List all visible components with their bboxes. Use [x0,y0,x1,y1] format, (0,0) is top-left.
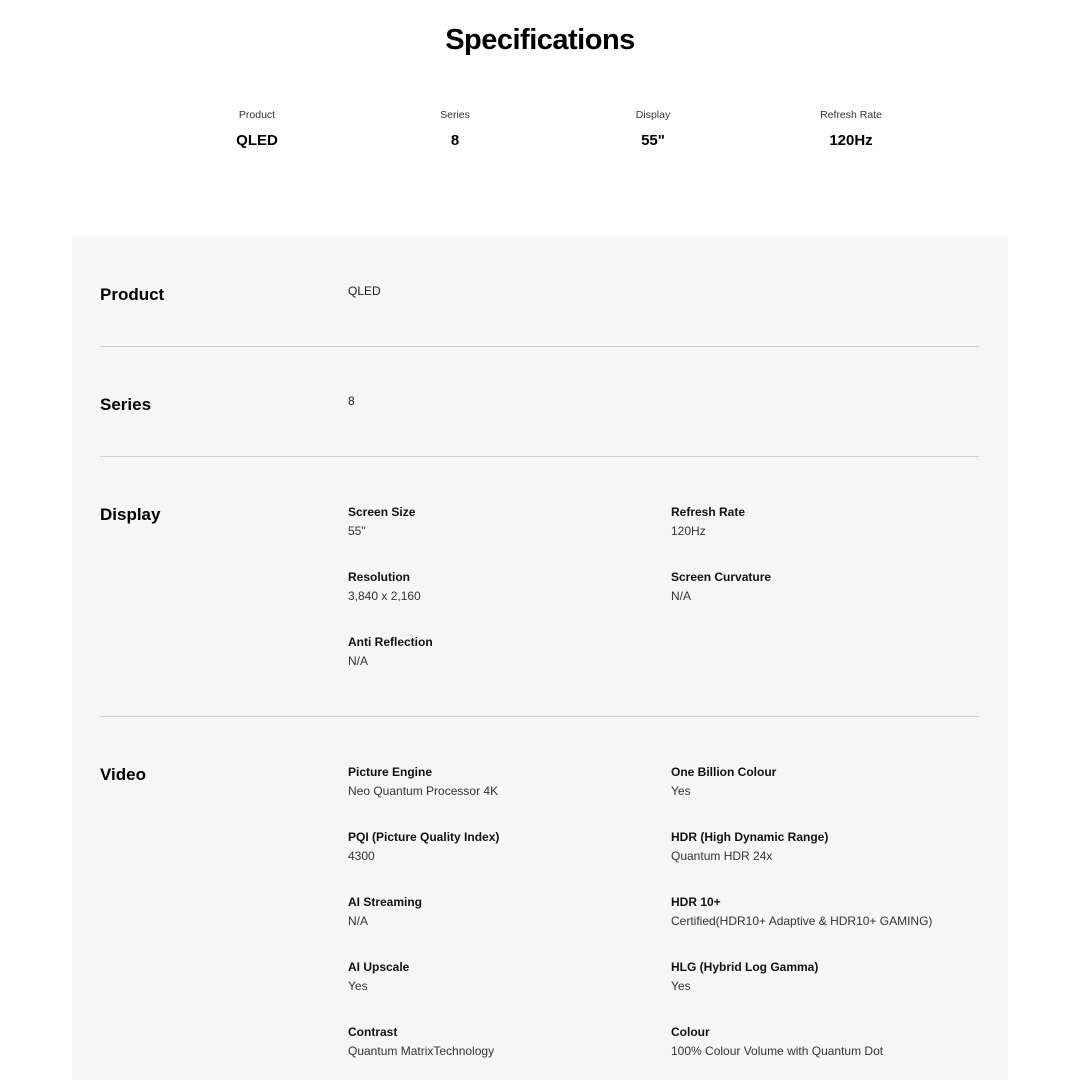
spec-value: Quantum HDR 24x [671,849,773,863]
spec-key: PQI (Picture Quality Index) [348,830,500,844]
spec-key: HDR (High Dynamic Range) [671,830,829,844]
summary-label: Refresh Rate [820,109,882,121]
spec-item-ai-streaming [348,894,648,929]
section-divider [100,716,979,717]
spec-key: Screen Curvature [671,570,772,584]
spec-value: 3,840 x 2,160 [348,589,421,603]
spec-key: Colour [671,1025,710,1039]
spec-item-screen-curvature [671,569,971,604]
summary-value: 120Hz [829,132,873,149]
spec-key: HDR 10+ [671,895,721,909]
spec-key: Contrast [348,1025,398,1039]
spec-value: 100% Colour Volume with Quantum Dot [671,1044,884,1058]
spec-value: Yes [348,979,368,993]
spec-key: HLG (Hybrid Log Gamma) [671,960,819,974]
section-title: Display [100,505,161,524]
section-title: Series [100,395,152,414]
spec-key: Anti Reflection [348,635,433,649]
page-title: Specifications [445,24,635,56]
spec-item-hdr [671,829,971,864]
spec-summary [158,108,950,150]
spec-key: Refresh Rate [671,505,746,519]
spec-item-colour [671,1024,971,1059]
summary-item-refresh-rate [752,108,950,150]
spec-key: One Billion Colour [671,765,777,779]
spec-item-ai-upscale [348,959,648,994]
spec-key: AI Streaming [348,895,423,909]
spec-key: Screen Size [348,505,416,519]
section-value: QLED [348,284,381,298]
spec-value: Yes [671,979,691,993]
spec-key: AI Upscale [348,960,410,974]
spec-item-pqi [348,829,648,864]
spec-key: Picture Engine [348,765,433,779]
spec-item-resolution [348,569,648,604]
spec-value: 120Hz [671,524,706,538]
section-title: Video [100,765,146,784]
spec-item-contrast [348,1024,648,1059]
section-divider [100,346,979,347]
summary-label: Product [238,109,276,121]
spec-value: N/A [348,654,369,668]
spec-item-screen-size [348,504,648,539]
spec-value: N/A [348,914,369,928]
summary-value: 8 [450,132,460,149]
summary-value: 55" [641,132,665,149]
spec-value: 55" [348,524,366,538]
spec-value: Quantum MatrixTechnology [348,1044,495,1058]
section-title: Product [100,285,165,304]
spec-details-panel [72,236,1008,1080]
spec-value: Yes [671,784,691,798]
spec-item-hlg [671,959,971,994]
spec-value: Neo Quantum Processor 4K [348,784,499,798]
spec-value: 4300 [348,849,375,863]
summary-value: QLED [236,132,278,149]
spec-item-refresh-rate [671,504,971,539]
summary-item-product [158,108,356,150]
section-divider [100,456,979,457]
spec-item-anti-reflection [348,634,648,669]
summary-item-series [356,108,554,150]
spec-item-hdr10-plus [671,894,971,929]
summary-label: Series [440,109,470,121]
spec-item-one-billion-colour [671,764,971,799]
summary-label: Display [635,109,671,121]
spec-value: Certified(HDR10+ Adaptive & HDR10+ GAMING) [671,914,933,928]
section-value: 8 [348,394,355,408]
spec-key: Resolution [348,570,410,584]
spec-item-picture-engine [348,764,648,799]
summary-item-display [554,108,752,150]
spec-value: N/A [671,589,692,603]
